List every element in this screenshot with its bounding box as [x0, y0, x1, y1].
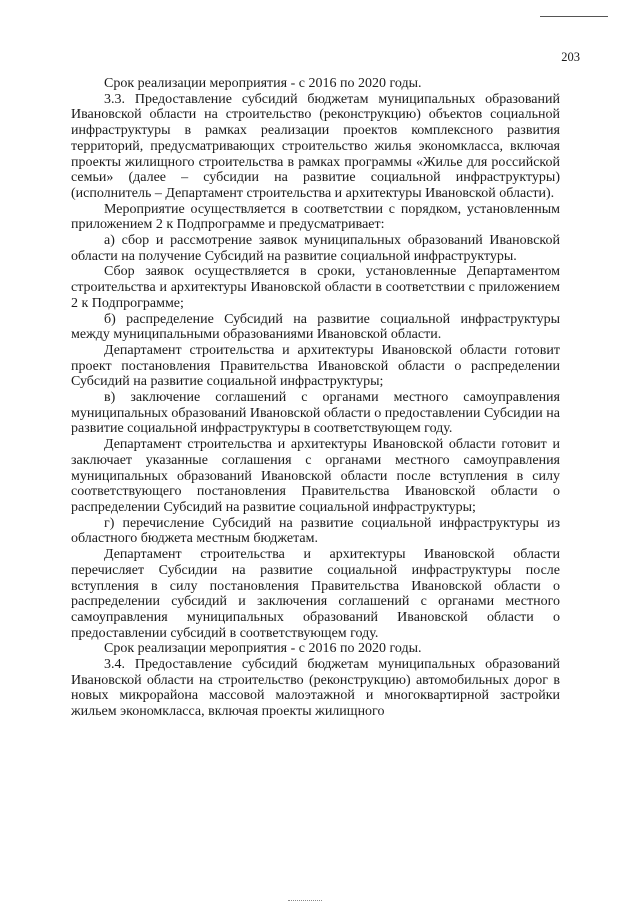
paragraph: Срок реализации мероприятия - с 2016 по 2020 годы.: [104, 641, 422, 657]
paragraph: г) перечисление Субсидий на развитие социальной инфраструктуры из областного бюджета местным бюджетам.: [71, 515, 560, 547]
page-number: 203: [561, 50, 580, 64]
paragraph: 3.4. Предоставление субсидий бюджетам муниципальных образований Ивановской области на строительство (реконструкцию) автомобильных дорог в новых микрорайона массовой малоэтажной и многоквартирной застройки жильем экономкласса, включая проекты жилищного: [71, 657, 560, 720]
paragraph: Департамент строительства и архитектуры Ивановской области готовит и заключает указанные соглашения с органами местного самоуправления муниципальных образований Ивановской области после вступления в силу соответствующего постановления Правительства Ивановской области о распределении Субсидий на развитие социальной инфраструктуры;: [71, 437, 560, 515]
paragraph: Департамент строительства и архитектуры Ивановской области готовит проект постановления Правительства Ивановской области о распределении Субсидий на развитие социальной инфраструктуры;: [71, 342, 560, 390]
paragraph: в) заключение соглашений с органами местного самоуправления муниципальных образований Ивановской области о предоставлении Субсидии на развитие социальной инфраструктуры в соответствующем году.: [71, 390, 560, 437]
paragraph: 3.3. Предоставление субсидий бюджетам муниципальных образований Ивановской области на строительство (реконструкцию) объектов социальной инфраструктуры в рамках реализации проектов комплексного развития территорий, предусматривающих строительство жилья экономкласса, включая проекты жилищного строительства в рамках программы «Жилье для российской семьи» (далее – субсидии на развитие социальной инфраструктуры) (исполнитель – Департамент строительства и архитектуры Ивановской области).: [71, 91, 560, 201]
paragraph: Департамент строительства и архитектуры Ивановской области перечисляет Субсидии на развитие социальной инфраструктуры после вступления в силу постановления Правительства Ивановской области о распределении субсидий и заключения соглашений с органами местного самоуправления муниципальных образований Ивановской области о предоставлении субсидий в соответствующем году.: [71, 547, 560, 641]
footer-mark: [288, 900, 322, 901]
paragraph: Сбор заявок осуществляется в сроки, установленные Департаментом строительства и архитектуры Ивановской области в соответствии с приложением 2 к Подпрограмме;: [71, 264, 560, 311]
document-body: [71, 76, 560, 720]
paragraph: б) распределение Субсидий на развитие социальной инфраструктуры между муниципальными образованиями Ивановской области.: [71, 311, 560, 343]
paragraph: а) сбор и рассмотрение заявок муниципальных образований Ивановской области на получение Субсидий на развитие социальной инфраструктуры.: [71, 233, 560, 264]
header-rule: [540, 16, 608, 17]
paragraph: Мероприятие осуществляется в соответствии с порядком, установленным приложением 2 к Подпрограмме и предусматривает:: [71, 201, 560, 233]
paragraph: Срок реализации мероприятия - с 2016 по 2020 годы.: [104, 76, 422, 91]
